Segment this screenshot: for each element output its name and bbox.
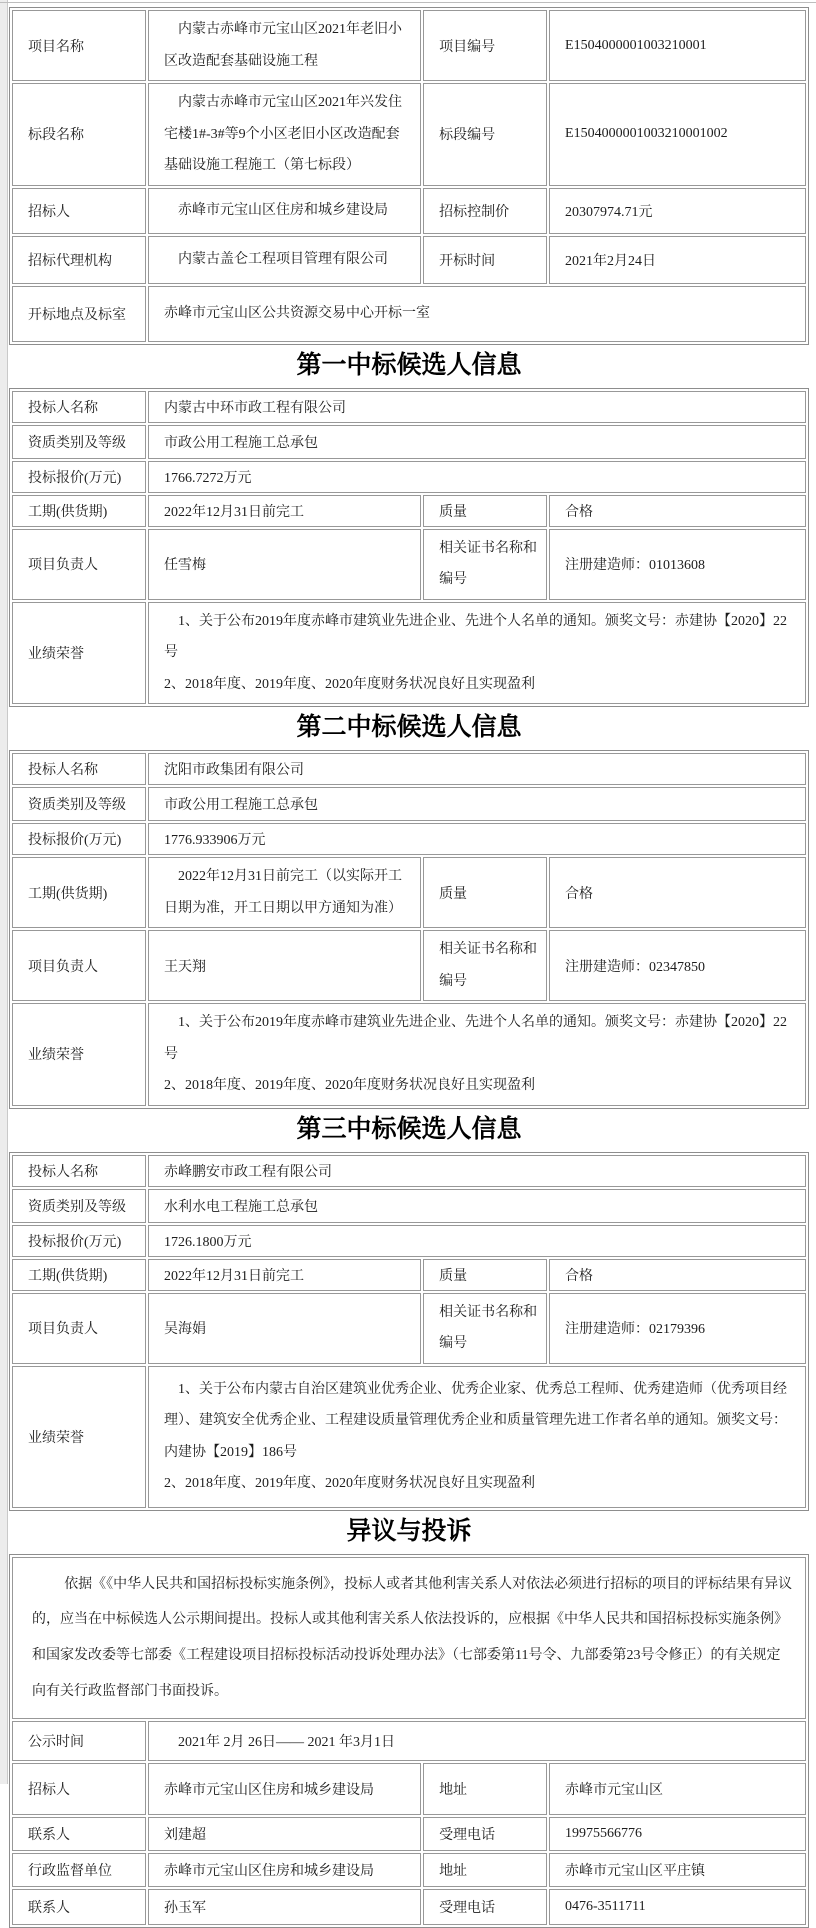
open-time-label: 开标时间 bbox=[423, 236, 547, 284]
quality-label: 质量 bbox=[423, 1259, 547, 1291]
qualification-label: 资质类别及等级 bbox=[12, 787, 146, 821]
publicity-time-value: 2021年 2月 26日—— 2021 年3月1日 bbox=[148, 1721, 806, 1761]
bidder-name-value: 内蒙古中环市政工程有限公司 bbox=[148, 391, 806, 423]
control-price-value: 20307974.71元 bbox=[549, 188, 806, 234]
achievement-label: 业绩荣誉 bbox=[12, 1003, 146, 1106]
supervisor-value: 赤峰市元宝山区住房和城乡建设局 bbox=[148, 1853, 421, 1887]
qualification-value: 市政公用工程施工总承包 bbox=[148, 787, 806, 821]
bid-price-label: 投标报价(万元) bbox=[12, 1225, 146, 1257]
table-row bbox=[12, 1225, 806, 1257]
achievement-item: 2、2018年度、2019年度、2020年度财务状况良好且实现盈利 bbox=[164, 669, 797, 701]
contact-value: 刘建超 bbox=[148, 1817, 421, 1851]
qualification-value: 水利水电工程施工总承包 bbox=[148, 1189, 806, 1223]
bidder-name-label: 投标人名称 bbox=[12, 391, 146, 423]
achievement-label: 业绩荣誉 bbox=[12, 1366, 146, 1508]
duration-label: 工期(供货期) bbox=[12, 495, 146, 527]
candidate-2-table bbox=[9, 750, 809, 1109]
table-row bbox=[12, 188, 806, 234]
certificate-label: 相关证书名称和编号 bbox=[423, 930, 547, 1001]
control-price-label: 招标控制价 bbox=[423, 188, 547, 234]
qualification-label: 资质类别及等级 bbox=[12, 1189, 146, 1223]
table-row bbox=[12, 10, 806, 81]
table-row bbox=[12, 602, 806, 705]
tenderee-value: 赤峰市元宝山区住房和城乡建设局 bbox=[148, 188, 421, 234]
page-left-edge bbox=[0, 0, 8, 1784]
table-row bbox=[12, 1557, 806, 1720]
certificate-value: 注册建造师：01013608 bbox=[549, 529, 806, 600]
agency-label: 招标代理机构 bbox=[12, 236, 146, 284]
phone-label: 受理电话 bbox=[423, 1889, 547, 1925]
table-row bbox=[12, 1817, 806, 1851]
manager-value: 吴海娟 bbox=[148, 1293, 421, 1364]
manager-label: 项目负责人 bbox=[12, 930, 146, 1001]
section-name-label: 标段名称 bbox=[12, 83, 146, 186]
bidder-name-label: 投标人名称 bbox=[12, 1155, 146, 1187]
duration-label: 工期(供货期) bbox=[12, 1259, 146, 1291]
address-value: 赤峰市元宝山区平庄镇 bbox=[549, 1853, 806, 1887]
objection-footer-table bbox=[9, 1554, 809, 1928]
table-row bbox=[12, 83, 806, 186]
project-info-table bbox=[9, 7, 809, 345]
qualification-label: 资质类别及等级 bbox=[12, 425, 146, 459]
objection-paragraph-cell bbox=[12, 1557, 806, 1720]
duration-value: 2022年12月31日前完工 bbox=[148, 1259, 421, 1291]
table-row bbox=[12, 495, 806, 527]
table-row bbox=[12, 1889, 806, 1925]
contact-value: 孙玉军 bbox=[148, 1889, 421, 1925]
table-row bbox=[12, 857, 806, 928]
section-heading-second-candidate: 第二中标候选人信息 bbox=[9, 707, 809, 750]
achievement-item: 2、2018年度、2019年度、2020年度财务状况良好且实现盈利 bbox=[164, 1468, 797, 1500]
table-row bbox=[12, 529, 806, 600]
table-row bbox=[12, 1853, 806, 1887]
address-label: 地址 bbox=[423, 1763, 547, 1815]
duration-label: 工期(供货期) bbox=[12, 857, 146, 928]
table-row bbox=[12, 391, 806, 423]
phone-label: 受理电话 bbox=[423, 1817, 547, 1851]
achievement-label: 业绩荣誉 bbox=[12, 602, 146, 705]
contact-label: 联系人 bbox=[12, 1889, 146, 1925]
page-top-divider bbox=[0, 2, 816, 3]
open-time-value: 2021年2月24日 bbox=[549, 236, 806, 284]
section-name-value: 内蒙古赤峰市元宝山区2021年兴发住宅楼1#-3#等9个小区老旧小区改造配套基础设施工程施工（第七标段） bbox=[148, 83, 421, 186]
manager-value: 任雪梅 bbox=[148, 529, 421, 600]
section-heading-objection: 异议与投诉 bbox=[9, 1511, 809, 1554]
table-row bbox=[12, 1155, 806, 1187]
table-row bbox=[12, 1003, 806, 1106]
manager-label: 项目负责人 bbox=[12, 529, 146, 600]
address-label: 地址 bbox=[423, 1853, 547, 1887]
bid-price-label: 投标报价(万元) bbox=[12, 823, 146, 855]
project-number-value: E1504000001003210001 bbox=[549, 10, 806, 81]
certificate-value: 注册建造师：02179396 bbox=[549, 1293, 806, 1364]
table-row bbox=[12, 1763, 806, 1815]
bid-price-label: 投标报价(万元) bbox=[12, 461, 146, 493]
achievement-item: 1、关于公布2019年度赤峰市建筑业先进企业、先进个人名单的通知。颁奖文号：赤建协【2020】22号 bbox=[164, 1007, 797, 1070]
bid-price-value: 1776.933906万元 bbox=[148, 823, 806, 855]
quality-value: 合格 bbox=[549, 857, 806, 928]
project-number-label: 项目编号 bbox=[423, 10, 547, 81]
achievement-value bbox=[148, 1003, 806, 1106]
publicity-time-label: 公示时间 bbox=[12, 1721, 146, 1761]
bidder-name-value: 赤峰鹏安市政工程有限公司 bbox=[148, 1155, 806, 1187]
section-number-label: 标段编号 bbox=[423, 83, 547, 186]
open-place-label: 开标地点及标室 bbox=[12, 286, 146, 342]
table-row bbox=[12, 286, 806, 342]
achievement-item: 2、2018年度、2019年度、2020年度财务状况良好且实现盈利 bbox=[164, 1070, 797, 1102]
quality-value: 合格 bbox=[549, 495, 806, 527]
section-heading-first-candidate: 第一中标候选人信息 bbox=[9, 345, 809, 388]
tenderee-label: 招标人 bbox=[12, 188, 146, 234]
address-value: 赤峰市元宝山区 bbox=[549, 1763, 806, 1815]
table-row bbox=[12, 1366, 806, 1508]
quality-label: 质量 bbox=[423, 495, 547, 527]
manager-label: 项目负责人 bbox=[12, 1293, 146, 1364]
candidate-3-table bbox=[9, 1152, 809, 1511]
duration-value: 2022年12月31日前完工（以实际开工日期为准，开工日期以甲方通知为准） bbox=[148, 857, 421, 928]
contact-label: 联系人 bbox=[12, 1817, 146, 1851]
objection-paragraph: 依据《《中华人民共和国招标投标实施条例》，投标人或者其他利害关系人对依法必须进行招标的项目的评标结果有异议的，应当在中标候选人公示期间提出。投标人或其他利害关系人依法投诉的，应根据《中华人民共和国招标投标实施条例》和国家发改委等七部委《工程建设项目招标投标活动投诉处理办法》（七部委第11号令、九部委第23号令修正）的有关规定向有关行政监督部门书面投诉。 bbox=[28, 1561, 797, 1716]
project-name-value: 内蒙古赤峰市元宝山区2021年老旧小区改造配套基础设施工程 bbox=[148, 10, 421, 81]
table-row bbox=[12, 1189, 806, 1223]
achievement-value bbox=[148, 602, 806, 705]
table-row bbox=[12, 1293, 806, 1364]
table-row bbox=[12, 823, 806, 855]
certificate-value: 注册建造师：02347850 bbox=[549, 930, 806, 1001]
tenderee-value: 赤峰市元宝山区住房和城乡建设局 bbox=[148, 1763, 421, 1815]
qualification-value: 市政公用工程施工总承包 bbox=[148, 425, 806, 459]
table-row bbox=[12, 461, 806, 493]
phone-value: 0476-3511711 bbox=[549, 1889, 806, 1925]
tenderee-label: 招标人 bbox=[12, 1763, 146, 1815]
supervisor-label: 行政监督单位 bbox=[12, 1853, 146, 1887]
quality-label: 质量 bbox=[423, 857, 547, 928]
table-row bbox=[12, 787, 806, 821]
table-row bbox=[12, 236, 806, 284]
table-row bbox=[12, 425, 806, 459]
agency-value: 内蒙古盖仑工程项目管理有限公司 bbox=[148, 236, 421, 284]
manager-value: 王天翔 bbox=[148, 930, 421, 1001]
certificate-label: 相关证书名称和编号 bbox=[423, 1293, 547, 1364]
table-row bbox=[12, 1721, 806, 1761]
bid-price-value: 1726.1800万元 bbox=[148, 1225, 806, 1257]
bidder-name-label: 投标人名称 bbox=[12, 753, 146, 785]
achievement-item: 1、关于公布2019年度赤峰市建筑业先进企业、先进个人名单的通知。颁奖文号：赤建协【2020】22号 bbox=[164, 606, 797, 669]
bidder-name-value: 沈阳市政集团有限公司 bbox=[148, 753, 806, 785]
section-number-value: E1504000001003210001002 bbox=[549, 83, 806, 186]
phone-value: 19975566776 bbox=[549, 1817, 806, 1851]
achievement-value bbox=[148, 1366, 806, 1508]
quality-value: 合格 bbox=[549, 1259, 806, 1291]
project-name-label: 项目名称 bbox=[12, 10, 146, 81]
table-row bbox=[12, 930, 806, 1001]
table-row bbox=[12, 1259, 806, 1291]
table-row bbox=[12, 753, 806, 785]
candidate-1-table bbox=[9, 388, 809, 708]
document-content bbox=[9, 7, 809, 1928]
duration-value: 2022年12月31日前完工 bbox=[148, 495, 421, 527]
certificate-label: 相关证书名称和编号 bbox=[423, 529, 547, 600]
open-place-value: 赤峰市元宝山区公共资源交易中心开标一室 bbox=[148, 286, 806, 342]
section-heading-third-candidate: 第三中标候选人信息 bbox=[9, 1109, 809, 1152]
achievement-item: 1、关于公布内蒙古自治区建筑业优秀企业、优秀企业家、优秀总工程师、优秀建造师（优秀项目经理）、建筑安全优秀企业、工程建设质量管理优秀企业和质量管理先进工作者名单的通知。颁奖文号：内建协【2019】186号 bbox=[164, 1374, 797, 1469]
bid-price-value: 1766.7272万元 bbox=[148, 461, 806, 493]
